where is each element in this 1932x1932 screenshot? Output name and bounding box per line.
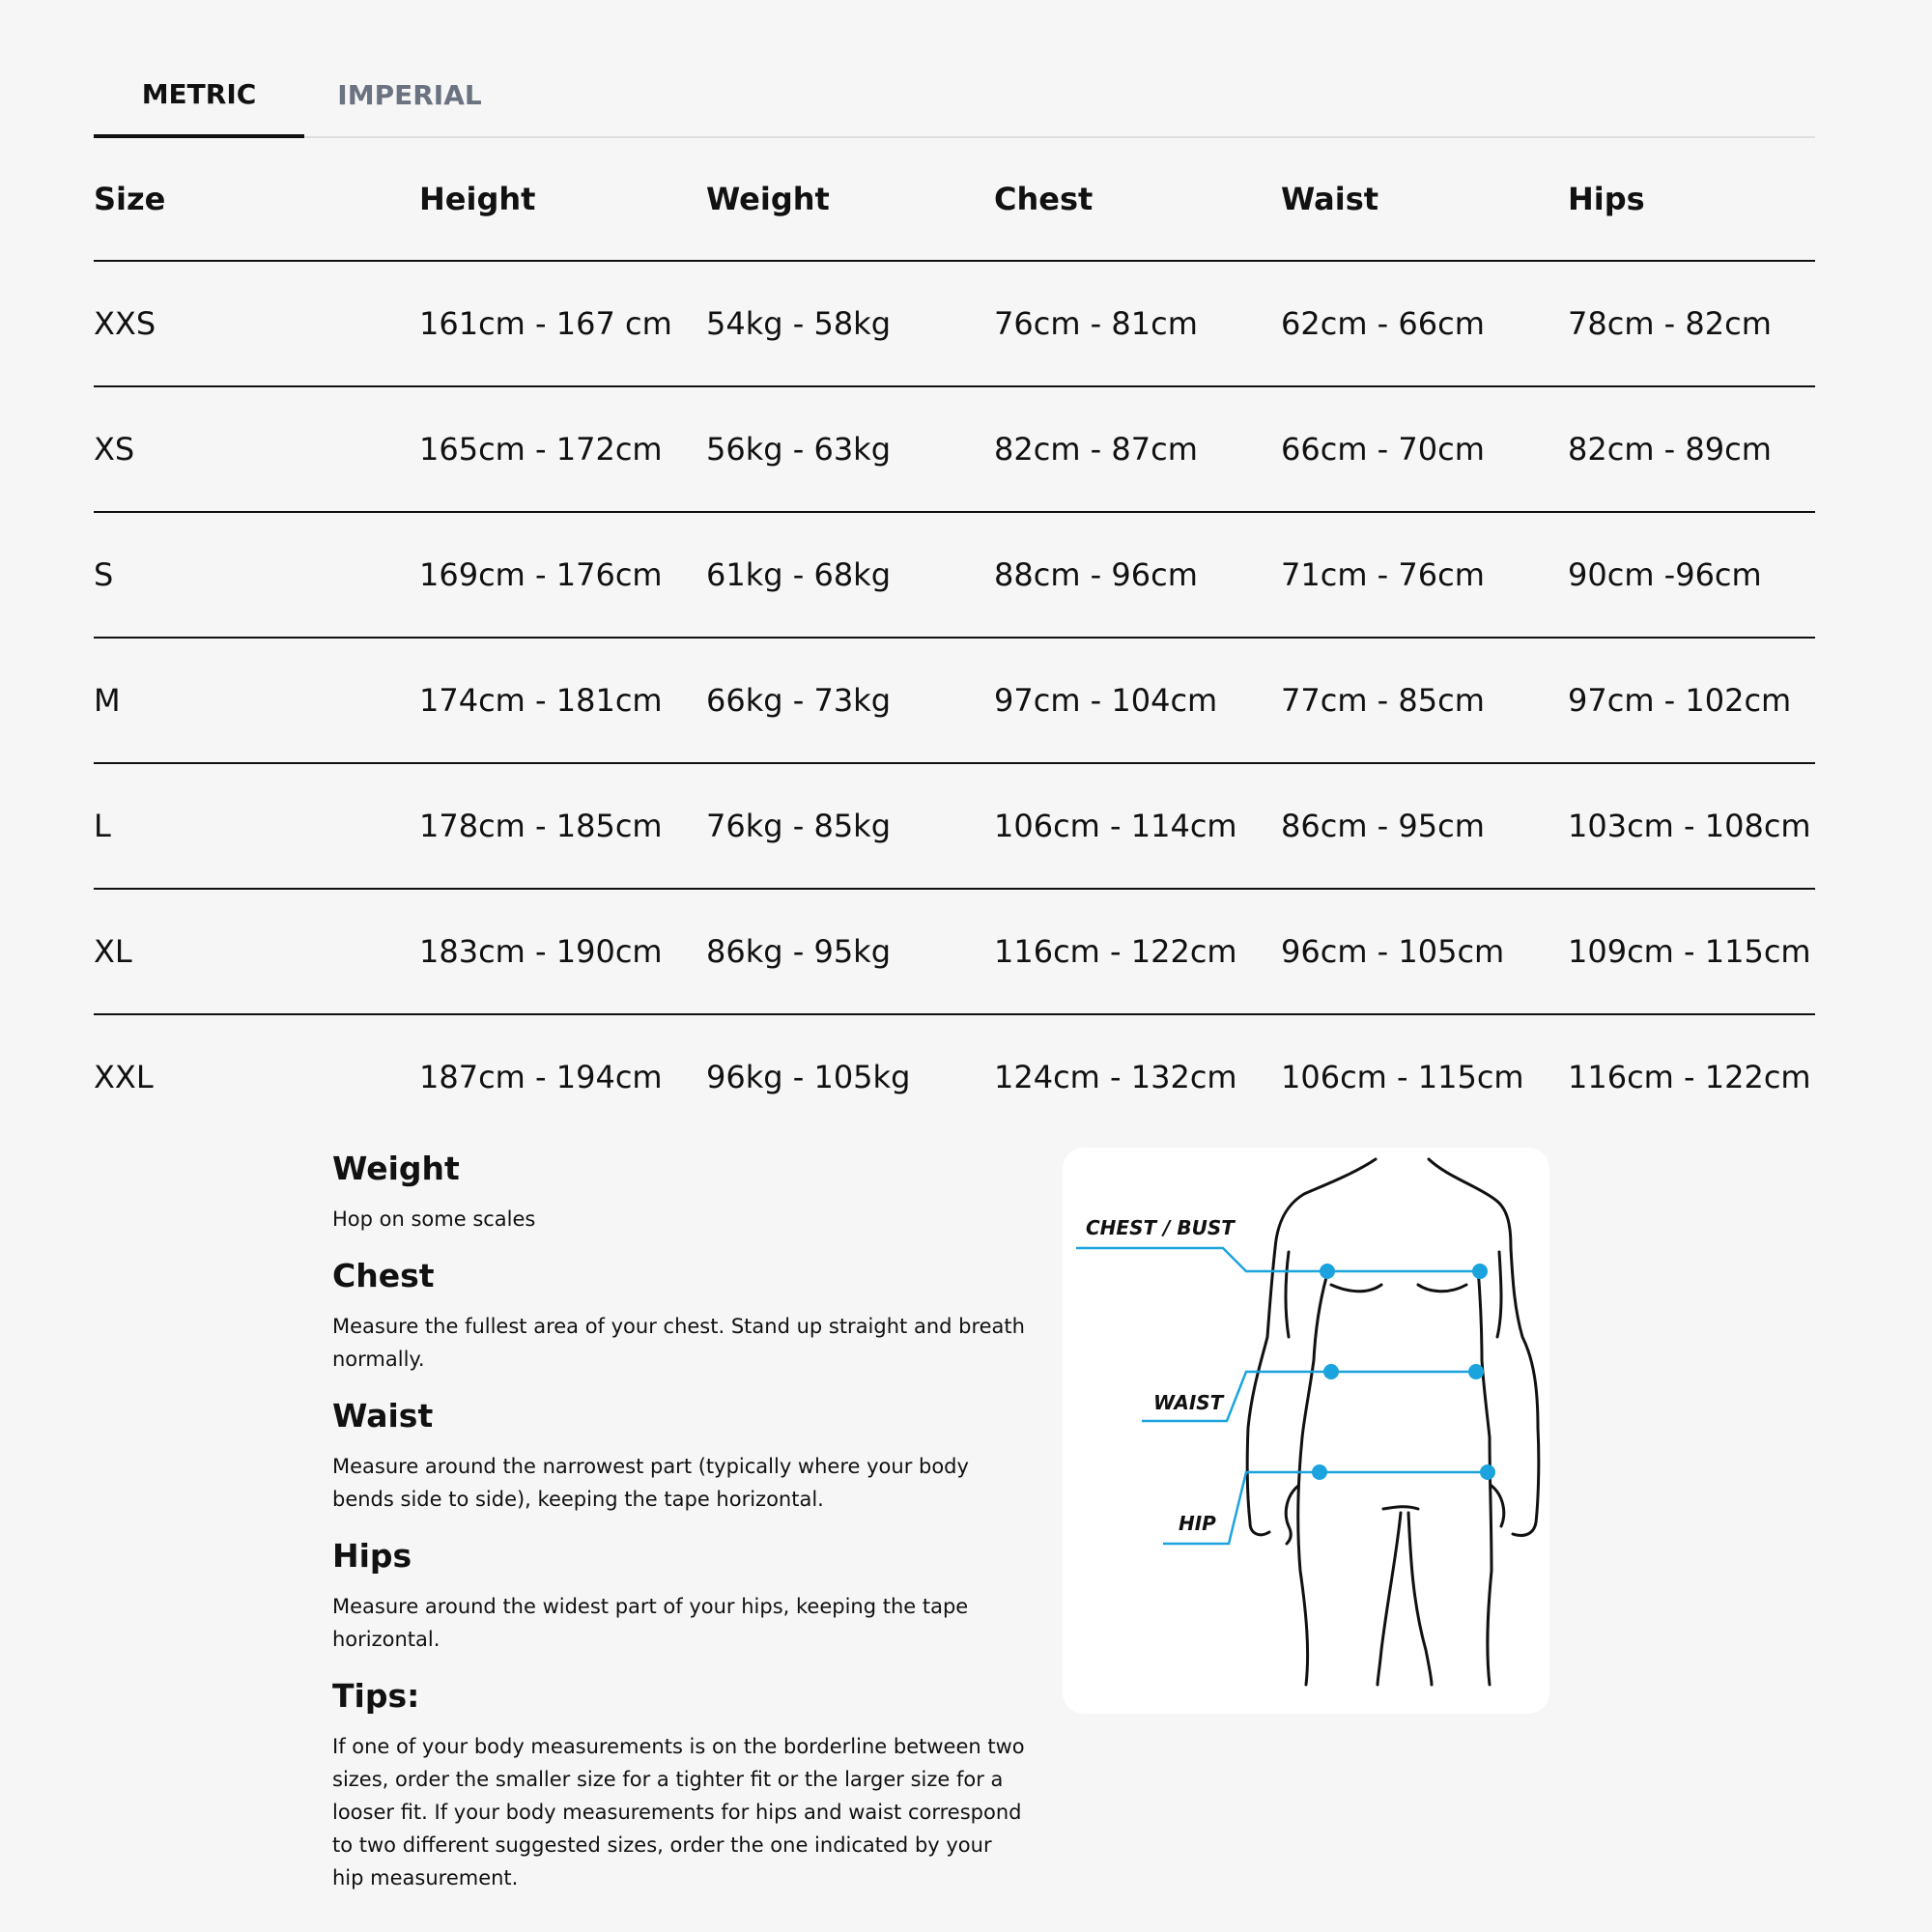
guide-tips	[332, 1677, 1028, 1894]
measurement-guide	[332, 1150, 1028, 1916]
header-chest: Chest	[994, 180, 1094, 217]
cell-height: 183cm - 190cm	[419, 933, 663, 970]
guide-weight-title: Weight	[332, 1150, 460, 1187]
table-row	[94, 890, 1815, 1015]
body-outline-illustration	[1063, 1148, 1549, 1714]
body-measurement-figure	[1063, 1148, 1549, 1714]
cell-hips: 97cm - 102cm	[1568, 682, 1792, 719]
table-row	[94, 639, 1815, 764]
table-row	[94, 387, 1815, 513]
guide-hips-title: Hips	[332, 1537, 412, 1575]
cell-chest: 116cm - 122cm	[994, 933, 1237, 970]
chest-dot-right	[1472, 1264, 1488, 1279]
waist-label: WAIST	[1153, 1391, 1224, 1414]
guide-hips	[332, 1537, 1028, 1656]
guide-waist	[332, 1397, 1028, 1516]
cell-weight: 76kg - 85kg	[706, 808, 892, 844]
cell-weight: 66kg - 73kg	[706, 682, 892, 719]
cell-height: 178cm - 185cm	[419, 808, 663, 844]
cell-chest: 76cm - 81cm	[994, 305, 1198, 342]
unit-tabs	[94, 54, 1815, 138]
guide-chest	[332, 1257, 1028, 1376]
guide-weight-text: Hop on some scales	[332, 1208, 536, 1231]
cell-chest: 97cm - 104cm	[994, 682, 1218, 719]
hip-dot-right	[1480, 1464, 1495, 1480]
header-size: Size	[94, 180, 166, 217]
measurement-lines	[1076, 1248, 1490, 1544]
cell-size: L	[94, 808, 111, 844]
cell-waist: 96cm - 105cm	[1281, 933, 1505, 970]
cell-hips: 82cm - 89cm	[1568, 431, 1772, 468]
cell-size: XXL	[94, 1059, 154, 1095]
guide-chest-text: Measure the fullest area of your chest. Stand up straight and breath normally.	[332, 1315, 1025, 1371]
cell-weight: 54kg - 58kg	[706, 305, 892, 342]
cell-waist: 106cm - 115cm	[1281, 1059, 1524, 1095]
cell-weight: 96kg - 105kg	[706, 1059, 911, 1095]
cell-waist: 86cm - 95cm	[1281, 808, 1485, 844]
guide-tips-text: If one of your body measurements is on the borderline between two sizes, order the smaller size for a tighter fit or the larger size for a looser fit. If your body measurements for hips and waist correspond to two different suggested sizes, order the one indicated by your hip measurement.	[332, 1735, 1025, 1889]
cell-chest: 124cm - 132cm	[994, 1059, 1237, 1095]
guide-waist-title: Waist	[332, 1397, 434, 1435]
chest-dot-left	[1320, 1264, 1335, 1279]
cell-hips: 90cm -96cm	[1568, 556, 1762, 593]
cell-weight: 56kg - 63kg	[706, 431, 892, 468]
cell-size: XXS	[94, 305, 156, 342]
cell-hips: 116cm - 122cm	[1568, 1059, 1811, 1095]
cell-height: 165cm - 172cm	[419, 431, 663, 468]
cell-height: 187cm - 194cm	[419, 1059, 663, 1095]
table-header-row	[94, 137, 1815, 262]
cell-hips: 78cm - 82cm	[1568, 305, 1772, 342]
size-table	[94, 137, 1815, 1139]
cell-waist: 62cm - 66cm	[1281, 305, 1485, 342]
cell-chest: 106cm - 114cm	[994, 808, 1237, 844]
waist-dot-right	[1468, 1364, 1484, 1379]
cell-weight: 86kg - 95kg	[706, 933, 892, 970]
tab-metric[interactable]: METRIC	[94, 54, 304, 138]
table-row	[94, 262, 1815, 387]
cell-chest: 82cm - 87cm	[994, 431, 1198, 468]
cell-chest: 88cm - 96cm	[994, 556, 1198, 593]
cell-height: 174cm - 181cm	[419, 682, 663, 719]
guide-chest-title: Chest	[332, 1257, 435, 1294]
cell-waist: 71cm - 76cm	[1281, 556, 1485, 593]
waist-dot-left	[1323, 1364, 1339, 1379]
header-weight: Weight	[706, 180, 830, 217]
cell-size: XL	[94, 933, 132, 970]
cell-size: S	[94, 556, 114, 593]
cell-waist: 66cm - 70cm	[1281, 431, 1485, 468]
body-outline	[1247, 1159, 1539, 1685]
table-row	[94, 513, 1815, 639]
cell-size: M	[94, 682, 121, 719]
guide-weight	[332, 1150, 1028, 1236]
guide-hips-text: Measure around the widest part of your hips, keeping the tape horizontal.	[332, 1595, 969, 1651]
cell-weight: 61kg - 68kg	[706, 556, 892, 593]
cell-size: XS	[94, 431, 135, 468]
tab-imperial[interactable]: IMPERIAL	[337, 79, 482, 111]
hip-label: HIP	[1179, 1512, 1216, 1535]
guide-tips-title: Tips:	[332, 1677, 420, 1715]
guide-waist-text: Measure around the narrowest part (typically where your body bends side to side), keeping the tape horizontal.	[332, 1455, 969, 1511]
chest-bust-label: CHEST / BUST	[1086, 1216, 1235, 1239]
table-row	[94, 1015, 1815, 1139]
header-hips: Hips	[1568, 180, 1645, 217]
cell-height: 169cm - 176cm	[419, 556, 663, 593]
cell-height: 161cm - 167 cm	[419, 305, 672, 342]
table-row	[94, 764, 1815, 890]
header-waist: Waist	[1281, 180, 1379, 217]
cell-hips: 109cm - 115cm	[1568, 933, 1811, 970]
hip-dot-left	[1312, 1464, 1327, 1480]
cell-hips: 103cm - 108cm	[1568, 808, 1811, 844]
cell-waist: 77cm - 85cm	[1281, 682, 1485, 719]
header-height: Height	[419, 180, 536, 217]
